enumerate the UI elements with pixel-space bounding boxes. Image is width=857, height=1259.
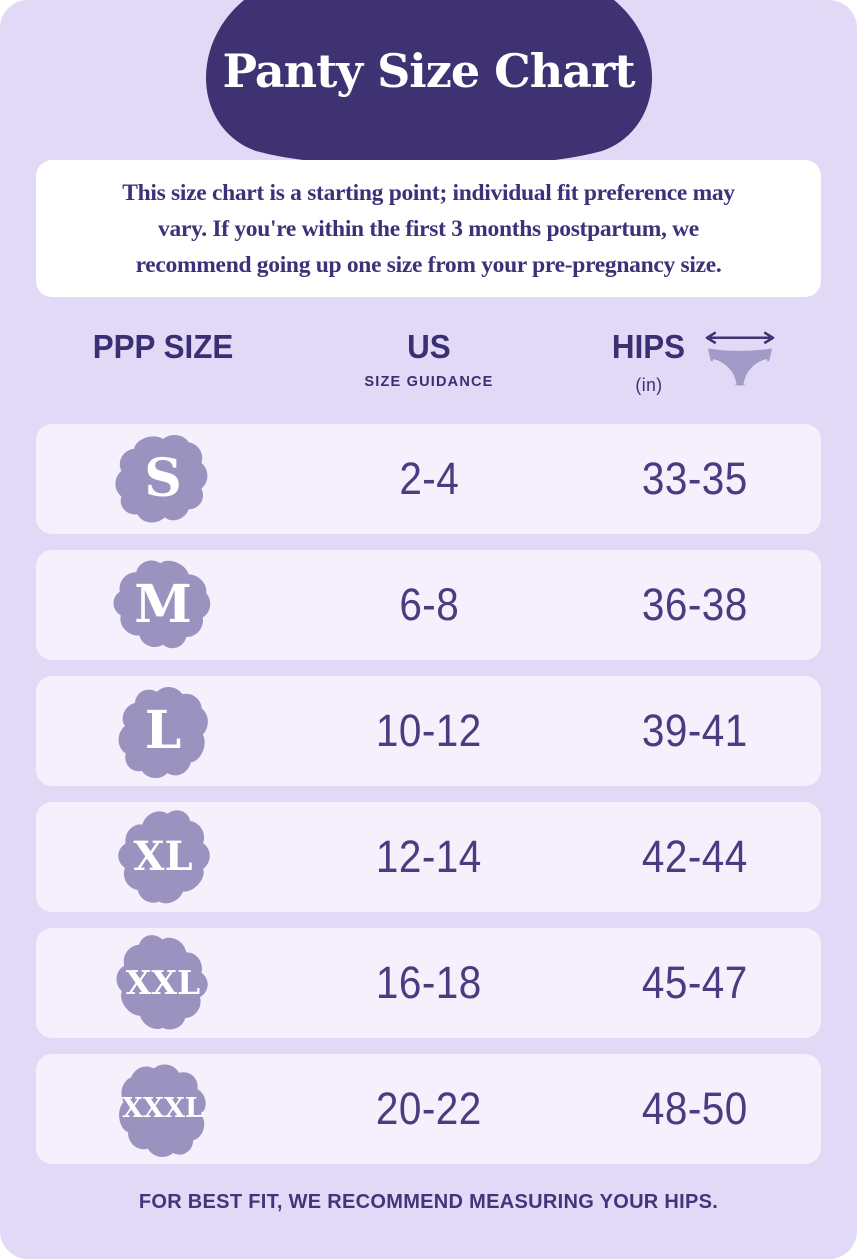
column-sublabel: (in) [634,375,663,395]
us-size-cell: 6-8 [399,579,459,630]
size-badge [115,681,211,781]
footer-note: FOR BEST FIT, WE RECOMMEND MEASURING YOUR HIPS. [138,1191,719,1213]
disclaimer-line: This size chart is a starting point; individual fit preference may [122,179,735,206]
size-badge [115,933,211,1033]
column-header-hips [568,328,821,398]
size-badge-label: XXL [125,962,201,1002]
size-badge [115,807,211,907]
disclaimer-line: vary. If you're within the first 3 months postpartum, we [158,215,699,242]
table-row-xxxl [36,1054,821,1164]
size-badge [115,555,211,655]
us-size-cell: 12-14 [376,831,482,882]
panty-width-arrow-icon [701,330,779,398]
size-badge-label: M [134,573,192,635]
column-sublabel: SIZE GUIDANCE [364,373,494,390]
page-title: Panty Size Chart [222,44,635,98]
size-badge-label: XL [133,832,193,880]
hips-cell: 42-44 [641,831,748,882]
column-label: PPP SIZE [92,328,234,365]
column-header-ppp-size [36,328,290,366]
us-size-cell: 10-12 [376,705,482,756]
column-label: HIPS [611,328,686,365]
size-table [36,424,821,1164]
table-row-m [36,550,821,660]
hips-cell: 33-35 [641,453,748,504]
table-header [36,328,821,398]
table-row-s [36,424,821,534]
hips-cell: 36-38 [641,579,748,630]
column-header-us [290,328,568,390]
hips-cell: 45-47 [641,957,748,1008]
size-badge-label: L [144,699,182,761]
size-badge-label: XXXL [122,1092,204,1124]
disclaimer-card [36,160,821,297]
table-row-xxl [36,928,821,1038]
us-size-cell: 20-22 [376,1083,482,1134]
size-badge [115,429,211,529]
size-badge-label: S [144,447,182,509]
us-size-cell: 2-4 [399,453,459,504]
hips-cell: 48-50 [641,1083,748,1134]
table-row-l [36,676,821,786]
size-badge [115,1059,211,1159]
column-label: US [407,328,451,365]
us-size-cell: 16-18 [376,957,482,1008]
disclaimer-line: recommend going up one size from your pre-pregnancy size. [135,251,722,278]
table-row-xl [36,802,821,912]
hips-cell: 39-41 [641,705,748,756]
